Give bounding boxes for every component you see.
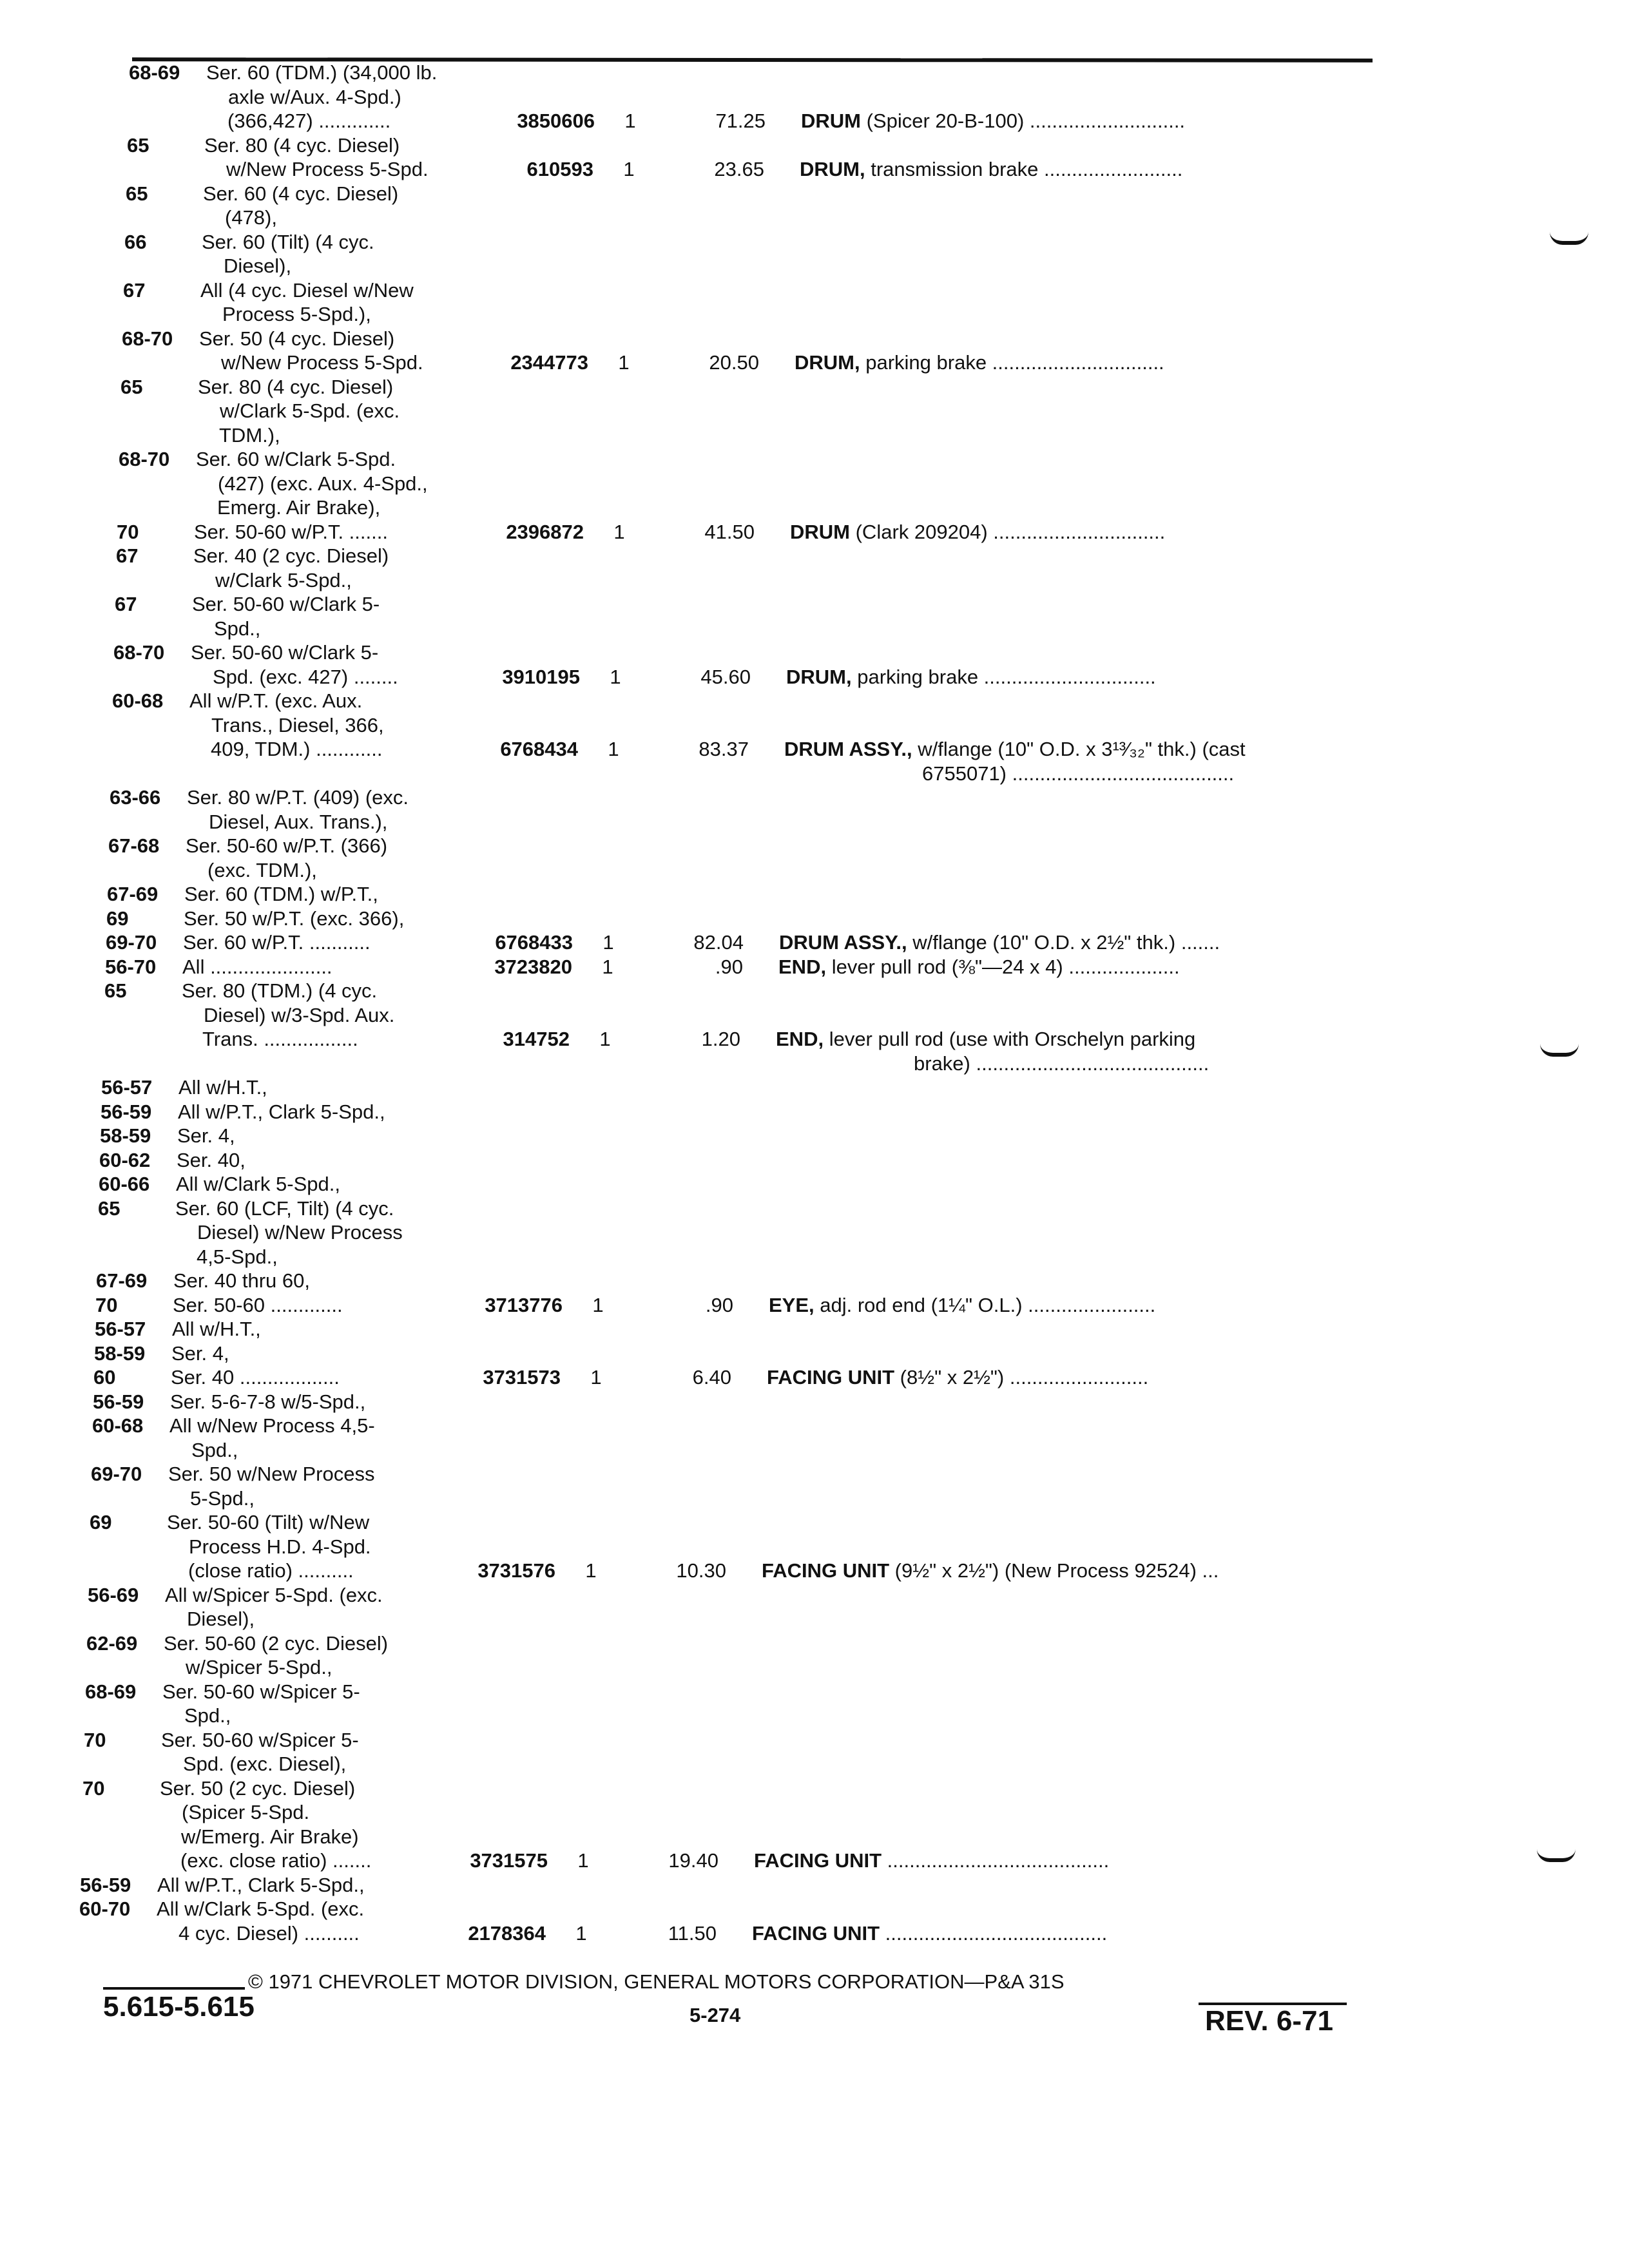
application-text: 5-Spd.,: [190, 1486, 255, 1510]
application-text: w/Emerg. Air Brake): [181, 1825, 359, 1848]
model-years: 70: [95, 1293, 118, 1316]
application-text: Emerg. Air Brake),: [217, 496, 381, 519]
part-description: [922, 762, 1234, 785]
model-years: 56-59: [93, 1390, 144, 1413]
application-text: Ser. 4,: [177, 1124, 235, 1147]
application-text: Ser. 50 (4 cyc. Diesel): [199, 327, 395, 350]
description-detail: adj. rod end (1¼" O.L.) .......................: [814, 1293, 1156, 1316]
model-years: 67-69: [107, 883, 159, 905]
part-name: DRUM,: [800, 158, 865, 180]
quantity: 1: [623, 158, 635, 180]
model-years: 60-62: [99, 1148, 151, 1171]
model-years: 63-66: [110, 786, 161, 809]
application-text: All w/P.T., Clark 5-Spd.,: [157, 1873, 365, 1896]
part-number: 3731576: [477, 1559, 555, 1582]
application-text: Diesel),: [224, 255, 292, 277]
application-text: Ser. 50-60 w/Spicer 5-: [161, 1728, 359, 1751]
application-text: Process H.D. 4-Spd.: [189, 1535, 371, 1558]
model-years: 67: [123, 278, 146, 302]
part-number: 3723820: [494, 955, 572, 978]
application-text: Ser. 60 (LCF, Tilt) (4 cyc.: [175, 1196, 394, 1220]
part-number: 3850606: [517, 110, 595, 132]
part-name: DRUM: [801, 110, 861, 132]
model-years: 60: [93, 1366, 116, 1389]
application-text: Ser. 40 thru 60,: [173, 1269, 310, 1292]
application-text: All w/Clark 5-Spd. (exc.: [157, 1898, 365, 1920]
scan-mark: [1540, 1044, 1579, 1057]
model-years: 69: [90, 1511, 112, 1533]
part-number: 6768433: [495, 931, 573, 954]
footer-rule-left: [103, 1987, 245, 1990]
price: 11.50: [668, 1921, 717, 1945]
application-text: w/New Process 5-Spd.: [226, 158, 429, 180]
application-text: w/New Process 5-Spd.: [221, 351, 423, 374]
application-text: Ser. 50-60 .............: [173, 1293, 343, 1316]
model-years: 70: [117, 520, 139, 543]
model-years: 56-57: [95, 1318, 146, 1340]
description-detail: ........................................: [882, 1849, 1110, 1872]
model-years: 69-70: [91, 1463, 142, 1485]
price: 10.30: [676, 1559, 726, 1582]
application-text: All w/New Process 4,5-: [169, 1414, 375, 1437]
application-text: Ser. 40 ..................: [171, 1366, 340, 1389]
model-years: 58-59: [94, 1341, 146, 1365]
application-text: 4 cyc. Diesel) ..........: [178, 1921, 360, 1945]
price: 83.37: [699, 738, 749, 760]
model-years: 60-70: [79, 1898, 131, 1920]
description-detail: w/flange (10" O.D. x 2½" thk.) .......: [907, 931, 1220, 954]
model-years: 66: [124, 230, 147, 253]
application-text: Ser. 60 (Tilt) (4 cyc.: [202, 230, 374, 253]
part-name: END,: [776, 1028, 824, 1050]
application-text: Ser. 60 w/P.T. ...........: [183, 931, 371, 954]
part-description: [914, 1052, 1209, 1075]
application-text: All w/Spicer 5-Spd. (exc.: [165, 1583, 383, 1606]
description-detail: (Clark 209204) ...............................: [850, 520, 1166, 543]
application-text: Spd.,: [184, 1704, 231, 1727]
model-years: 69-70: [106, 931, 157, 954]
part-description: [795, 351, 1164, 374]
application-text: Ser. 50-60 (2 cyc. Diesel): [164, 1631, 389, 1655]
application-text: Ser. 50-60 w/P.T. .......: [194, 520, 388, 543]
model-years: 60-68: [112, 689, 164, 712]
part-name: DRUM,: [795, 351, 860, 374]
quantity: 1: [602, 931, 614, 954]
application-text: All ......................: [182, 955, 333, 978]
description-detail: 6755071) ........................................: [922, 762, 1235, 785]
application-text: TDM.),: [219, 423, 280, 447]
model-years: 56-70: [105, 955, 157, 978]
application-text: All w/H.T.,: [178, 1076, 267, 1099]
quantity: 1: [575, 1921, 587, 1945]
application-text: All w/Clark 5-Spd.,: [176, 1173, 340, 1195]
part-description: [752, 1922, 1107, 1945]
price: 6.40: [692, 1366, 731, 1389]
model-years: 65: [120, 375, 143, 398]
model-years: 65: [126, 182, 148, 205]
revision-label: REV. 6-71: [1205, 2005, 1333, 2037]
model-years: 67-68: [108, 834, 160, 857]
model-years: 56-59: [80, 1873, 131, 1896]
price: 82.04: [693, 931, 744, 954]
quantity: 1: [624, 110, 636, 132]
description-detail: lever pull rod (use with Orschelyn parking: [824, 1028, 1196, 1050]
application-text: Ser. 60 w/Clark 5-Spd.: [196, 448, 396, 470]
application-text: All w/H.T.,: [172, 1318, 261, 1340]
model-years: 67-69: [96, 1269, 148, 1292]
quantity: 1: [585, 1559, 597, 1582]
quantity: 1: [608, 738, 619, 760]
quantity: 1: [613, 520, 625, 543]
description-detail: (8½" x 2½") .........................: [894, 1366, 1149, 1389]
model-years: 65: [98, 1196, 120, 1220]
application-text: Diesel, Aux. Trans.),: [209, 810, 388, 833]
section-number: 5.615-5.615: [103, 1991, 255, 2023]
part-number: 610593: [526, 158, 593, 180]
quantity: 1: [577, 1849, 589, 1872]
application-text: w/Clark 5-Spd.,: [215, 568, 352, 591]
model-years: 68-69: [85, 1680, 137, 1703]
application-text: Diesel) w/New Process: [197, 1221, 403, 1244]
quantity: 1: [602, 955, 613, 978]
model-years: 56-69: [88, 1583, 139, 1606]
price: 1.20: [701, 1028, 740, 1050]
application-text: w/Spicer 5-Spd.,: [186, 1656, 333, 1678]
application-text: All w/P.T., Clark 5-Spd.,: [178, 1100, 385, 1123]
application-text: 4,5-Spd.,: [197, 1245, 278, 1268]
model-years: 56-59: [101, 1100, 152, 1123]
part-name: DRUM ASSY.,: [779, 931, 907, 954]
part-name: FACING UNIT: [767, 1366, 895, 1389]
application-text: All (4 cyc. Diesel w/New: [200, 278, 414, 302]
application-text: Ser. 50-60 (Tilt) w/New: [167, 1511, 370, 1533]
model-years: 68-70: [113, 641, 165, 664]
application-text: Ser. 40 (2 cyc. Diesel): [193, 544, 389, 567]
part-description: [779, 931, 1220, 954]
price: 41.50: [704, 520, 755, 543]
quantity: 1: [618, 351, 630, 374]
page-number: 5-274: [689, 2004, 741, 2026]
application-text: Diesel) w/3-Spd. Aux.: [204, 1003, 395, 1026]
model-years: 70: [84, 1728, 106, 1751]
part-name: DRUM ASSY.,: [784, 738, 912, 760]
part-description: [754, 1849, 1109, 1872]
application-text: Spd.,: [191, 1438, 238, 1461]
part-description: [776, 1028, 1195, 1051]
part-description: [784, 738, 1246, 761]
application-text: Ser. 50-60 w/Clark 5-: [192, 593, 380, 615]
model-years: 65: [127, 133, 149, 157]
price: 20.50: [709, 351, 759, 374]
part-number: 6768434: [500, 738, 578, 760]
part-number: 3731573: [483, 1366, 561, 1389]
part-number: 314752: [503, 1028, 570, 1050]
part-name: FACING UNIT: [754, 1849, 882, 1872]
application-text: All w/P.T. (exc. Aux.: [189, 689, 363, 712]
application-text: 409, TDM.) ............: [211, 738, 383, 760]
model-years: 68-70: [119, 448, 170, 470]
application-text: Ser. 80 (4 cyc. Diesel): [198, 375, 394, 398]
copyright-line: © 1971 CHEVROLET MOTOR DIVISION, GENERAL MOTORS CORPORATION—P&A 31S: [248, 1970, 1065, 1993]
scan-mark: [1537, 1849, 1576, 1862]
application-text: Ser. 60 (TDM.) w/P.T.,: [184, 883, 378, 905]
application-text: Spd. (exc. 427) ........: [213, 665, 398, 688]
application-text: Ser. 50 (2 cyc. Diesel): [160, 1776, 356, 1800]
application-text: Process 5-Spd.),: [222, 303, 371, 325]
part-description: [786, 666, 1156, 689]
application-text: Ser. 40,: [177, 1148, 246, 1171]
quantity: 1: [592, 1293, 604, 1316]
application-text: Ser. 80 (4 cyc. Diesel): [204, 133, 400, 157]
model-years: 60-68: [92, 1414, 144, 1437]
description-detail: w/flange (10" O.D. x 3¹³⁄₃₂" thk.) (cast: [912, 738, 1246, 760]
model-years: 68-70: [122, 327, 173, 350]
price: 71.25: [715, 110, 766, 132]
application-text: Ser. 60 (4 cyc. Diesel): [203, 182, 399, 205]
part-description: [769, 1294, 1155, 1317]
price: .90: [705, 1293, 733, 1316]
model-years: 60-66: [99, 1173, 150, 1195]
part-number: 3731575: [470, 1849, 548, 1872]
application-text: Ser. 5-6-7-8 w/5-Spd.,: [170, 1390, 366, 1413]
description-detail: (9½" x 2½") (New Process 92524) ...: [889, 1559, 1219, 1582]
part-number: 2344773: [510, 351, 588, 374]
model-years: 69: [106, 907, 129, 930]
application-text: (427) (exc. Aux. 4-Spd.,: [218, 472, 428, 495]
part-number: 2178364: [468, 1921, 546, 1945]
scan-mark: [1550, 232, 1588, 245]
description-detail: transmission brake .........................: [865, 158, 1183, 180]
part-name: END,: [778, 955, 827, 978]
part-name: DRUM: [790, 520, 850, 543]
description-detail: parking brake ...............................: [860, 351, 1164, 374]
application-text: Ser. 50-60 w/Spicer 5-: [162, 1680, 360, 1703]
quantity: 1: [599, 1028, 611, 1050]
part-description: [800, 158, 1182, 181]
model-years: 65: [104, 979, 127, 1002]
model-years: 70: [82, 1776, 105, 1800]
part-description: [762, 1559, 1219, 1582]
application-text: Spd. (exc. Diesel),: [183, 1753, 347, 1775]
application-text: Ser. 50 w/P.T. (exc. 366),: [184, 907, 405, 930]
quantity: 1: [610, 665, 621, 688]
application-text: Ser. 80 (TDM.) (4 cyc.: [182, 979, 378, 1002]
application-text: (close ratio) ..........: [188, 1559, 354, 1582]
application-text: Ser. 50-60 w/P.T. (366): [186, 834, 388, 857]
description-detail: (Spicer 20-B-100) ............................: [861, 110, 1186, 132]
price: 23.65: [714, 158, 764, 180]
application-text: axle w/Aux. 4-Spd.): [228, 85, 401, 108]
part-number: 3910195: [502, 665, 580, 688]
part-number: 2396872: [506, 520, 584, 543]
model-years: 67: [116, 544, 139, 567]
part-name: EYE,: [769, 1293, 815, 1316]
application-text: Ser. 80 w/P.T. (409) (exc.: [187, 786, 409, 809]
part-number: 3713776: [485, 1293, 563, 1316]
application-text: (exc. TDM.),: [207, 858, 317, 881]
description-detail: ........................................: [880, 1921, 1108, 1945]
model-years: 67: [115, 593, 137, 615]
model-years: 56-57: [101, 1076, 153, 1099]
quantity: 1: [590, 1366, 602, 1389]
part-description: [801, 110, 1185, 133]
description-detail: brake) ..........................................: [914, 1052, 1210, 1075]
application-text: (exc. close ratio) .......: [180, 1849, 372, 1872]
application-text: Trans., Diesel, 366,: [211, 713, 384, 736]
model-years: 68-69: [129, 61, 180, 84]
application-text: Ser. 4,: [171, 1341, 229, 1365]
model-years: 58-59: [100, 1124, 151, 1147]
application-text: (366,427) .............: [227, 110, 391, 132]
application-text: Ser. 50 w/New Process: [168, 1463, 375, 1485]
part-name: FACING UNIT: [752, 1921, 880, 1945]
part-description: [778, 956, 1180, 979]
application-text: Trans. .................: [202, 1028, 358, 1050]
price: 19.40: [668, 1849, 718, 1872]
part-description: [790, 521, 1165, 544]
application-text: Ser. 60 (TDM.) (34,000 lb.: [206, 61, 438, 84]
description-detail: lever pull rod (⅜"—24 x 4) ....................: [826, 955, 1180, 978]
application-text: Ser. 50-60 w/Clark 5-: [191, 641, 379, 664]
description-detail: parking brake ...............................: [851, 665, 1156, 688]
application-text: (Spicer 5-Spd.: [182, 1801, 310, 1823]
application-text: Spd.,: [214, 617, 261, 640]
model-years: 62-69: [86, 1631, 138, 1655]
part-description: [767, 1366, 1148, 1389]
application-text: Diesel),: [187, 1608, 255, 1630]
part-name: FACING UNIT: [762, 1559, 890, 1582]
price: .90: [715, 955, 743, 978]
application-text: w/Clark 5-Spd. (exc.: [220, 399, 400, 422]
price: 45.60: [700, 665, 751, 688]
application-text: (478),: [225, 206, 277, 229]
part-name: DRUM,: [786, 665, 852, 688]
